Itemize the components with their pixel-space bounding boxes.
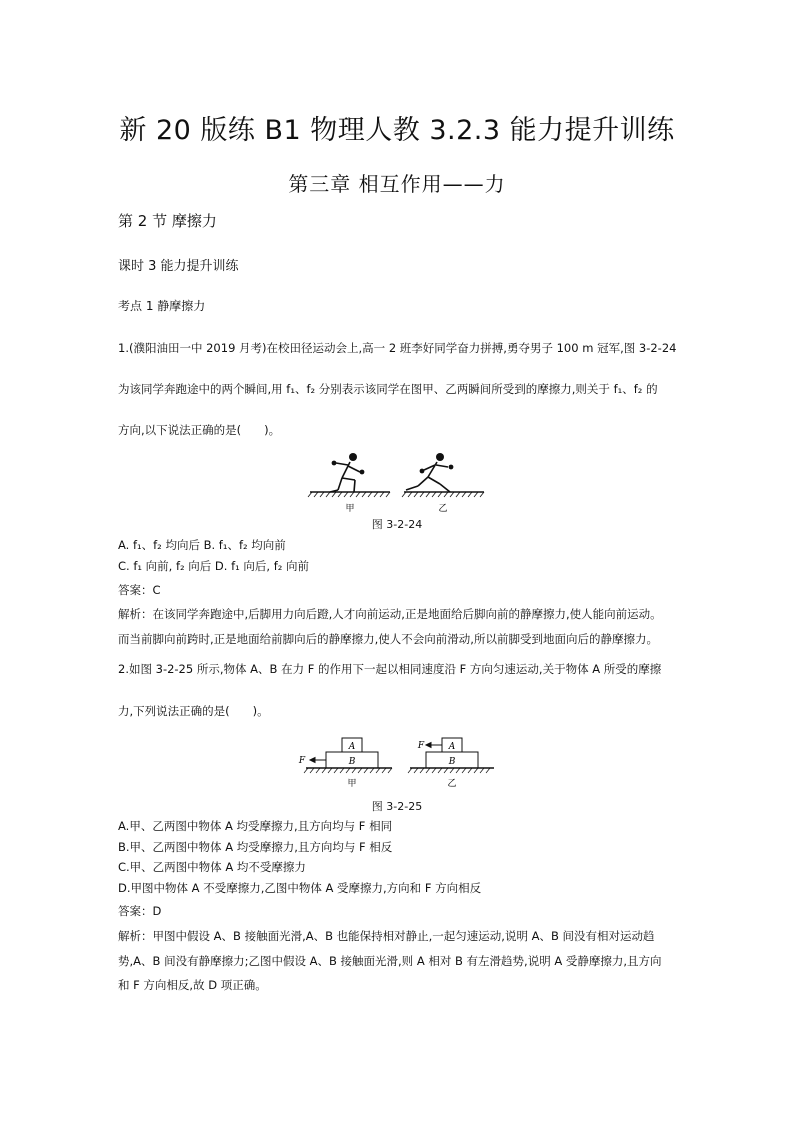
document-title: 新 20 版练 B1 物理人教 3.2.3 能力提升训练: [119, 115, 675, 146]
q2-stem-line1: 2.如图 3-2-25 所示,物体 A、B 在力 F 的作用下一起以相同速度沿 F 方向匀速运动,关于物体 A 所受的摩擦: [118, 662, 662, 676]
running-figure-diagram: [300, 448, 490, 520]
topic-heading: 考点 1 静摩擦力: [118, 299, 206, 313]
force-f-label-left: F: [298, 756, 306, 766]
runner-left-figure: [330, 453, 364, 492]
runner-right-figure: [406, 453, 453, 492]
force-f-label-right: F: [417, 741, 425, 751]
figure-caption-1: 图 3-2-24: [371, 518, 423, 531]
q2-answer: 答案：D: [118, 904, 162, 918]
q1-stem-line2: 为该同学奔跑途中的两个瞬间,用 f₁、f₂ 分别表示该同学在图甲、乙两瞬间所受到的摩擦力,则关于 f₁、f₂ 的: [118, 382, 658, 396]
block-a-label-right: A: [448, 742, 456, 752]
q2-explanation-line1: 解析：甲图中假设 A、B 接触面光滑,A、B 也能保持相对静止,一起匀速运动,说明 A、B 间没有相对运动趋: [118, 929, 655, 943]
q1-stem-line3: 方向,以下说法正确的是( )。: [118, 423, 281, 437]
q1-stem-line1: 1.(濮阳油田一中 2019 月考)在校田径运动会上,高一 2 班李好同学奋力拼搏,勇夺男子 100 m 冠军,图 3-2-24: [118, 341, 677, 355]
q2-explanation-line2: 势,A、B 间没有静摩擦力;乙图中假设 A、B 接触面光滑,则 A 相对 B 有左滑趋势,说明 A 受静摩擦力,且方向: [118, 954, 662, 968]
q1-answer: 答案：C: [118, 583, 161, 597]
q1-explanation-line1: 解析：在该同学奔跑途中,后脚用力向后蹬,人才向前运动,正是地面给后脚向前的静摩擦力,使人能向前运动。: [118, 607, 662, 621]
fig1-label-right: 乙: [438, 504, 448, 514]
q2-stem-line2: 力,下列说法正确的是( )。: [118, 704, 269, 718]
q2-option-a: A.甲、乙两图中物体 A 均受摩擦力,且方向均与 F 相同: [118, 819, 393, 833]
fig1-label-left: 甲: [345, 504, 355, 514]
q2-option-b: B.甲、乙两图中物体 A 均受摩擦力,且方向均与 F 相反: [118, 840, 393, 854]
fig2-label-left: 甲: [347, 779, 357, 789]
block-b-label-right: B: [448, 757, 456, 767]
block-b-label-left: B: [348, 757, 356, 767]
chapter-heading: 第三章 相互作用——力: [288, 172, 506, 196]
q2-option-d: D.甲图中物体 A 不受摩擦力,乙图中物体 A 受摩擦力,方向和 F 方向相反: [118, 881, 482, 895]
block-a-label-left: A: [348, 742, 356, 752]
q1-explanation-line2: 而当前脚向前跨时,正是地面给前脚向后的静摩擦力,使人不会向前滑动,所以前脚受到地面向后的静摩擦力。: [118, 632, 658, 646]
blocks-diagram: [300, 736, 500, 794]
fig2-label-right: 乙: [447, 779, 457, 789]
section-heading: 第 2 节 摩擦力: [118, 212, 217, 230]
q2-option-c: C.甲、乙两图中物体 A 均不受摩擦力: [118, 860, 306, 874]
q1-options-ab: A. f₁、f₂ 均向后 B. f₁、f₂ 均向前: [118, 538, 286, 552]
figure-caption-2: 图 3-2-25: [371, 800, 423, 813]
q2-explanation-line3: 和 F 方向相反,故 D 项正确。: [118, 978, 267, 992]
q1-options-cd: C. f₁ 向前, f₂ 向后 D. f₁ 向后, f₂ 向前: [118, 559, 310, 573]
lesson-heading: 课时 3 能力提升训练: [118, 259, 239, 274]
